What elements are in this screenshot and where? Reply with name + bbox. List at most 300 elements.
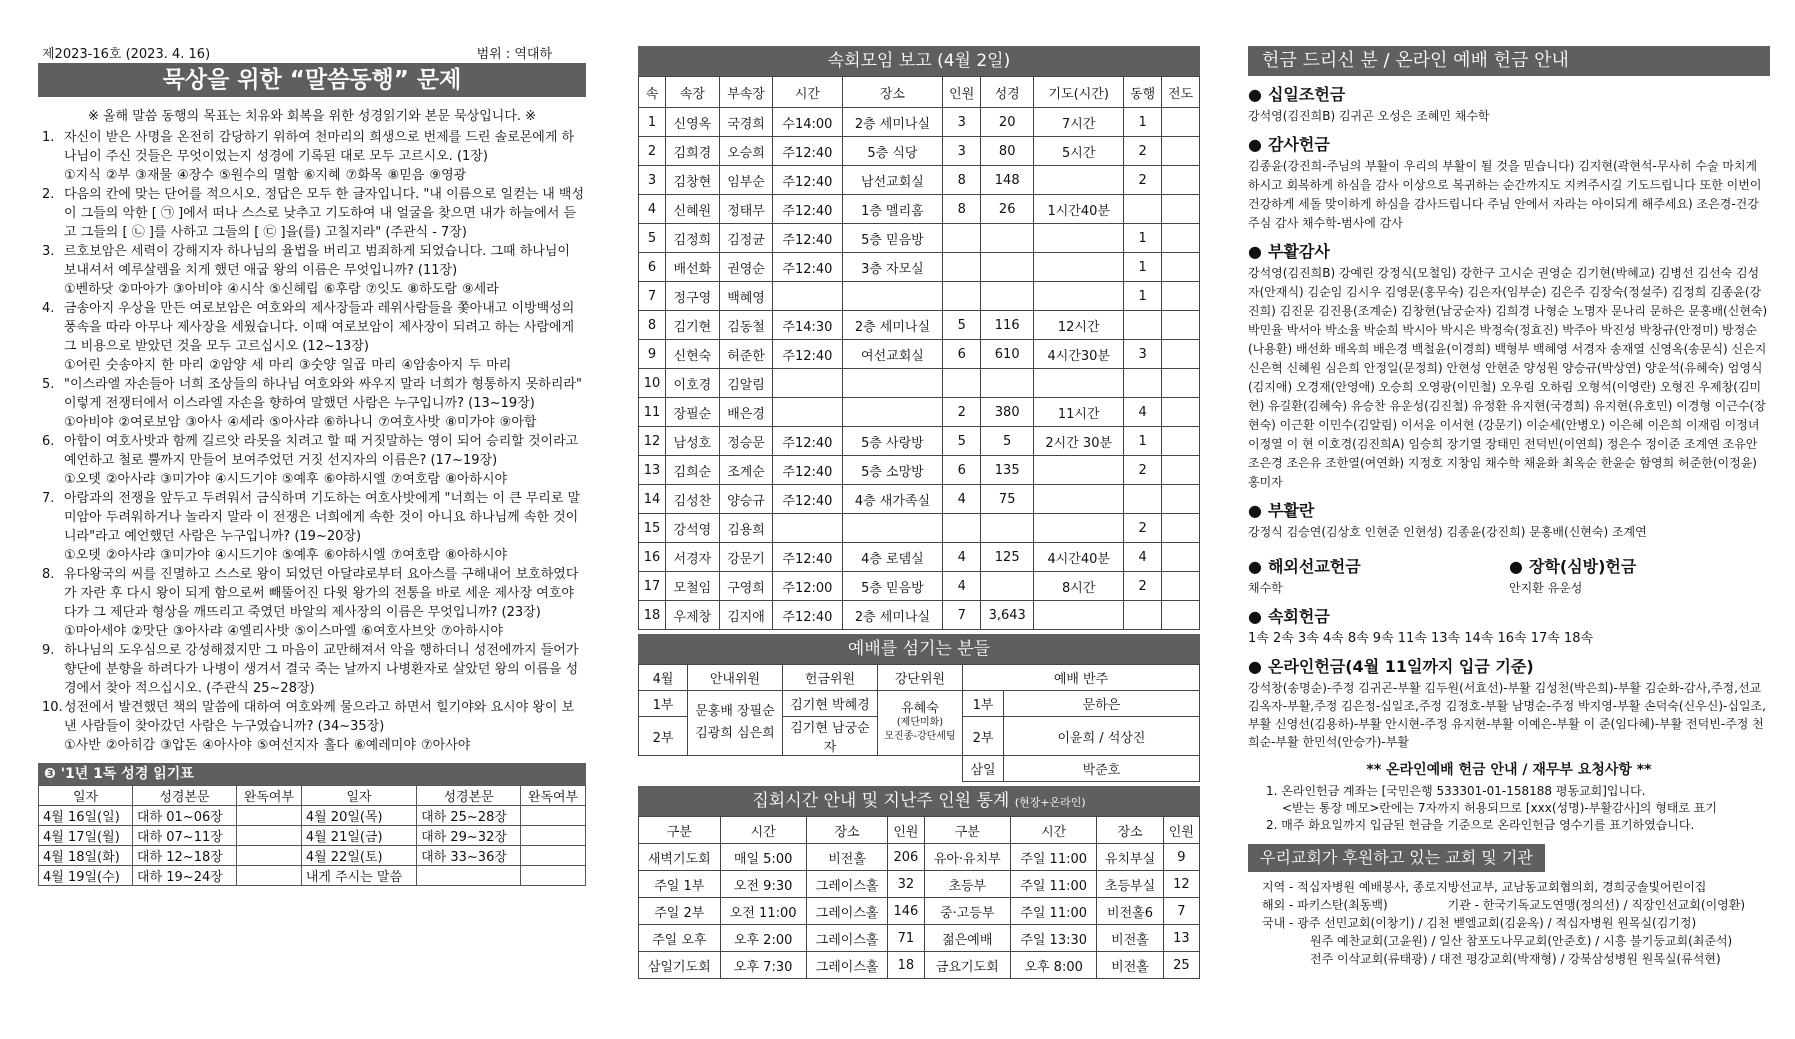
support-line: 해외 - 파키스탄(최동백) 기관 - 한국기독교도연맹(정의선) / 직장인선교회(이영환)	[1262, 898, 1746, 912]
meeting-cell: 김알림	[719, 369, 773, 398]
meeting-cell: 김지애	[719, 601, 773, 630]
meeting-cell	[1034, 514, 1124, 543]
stats-header-cell: 인원	[888, 817, 924, 844]
meeting-header-cell: 속장	[666, 77, 720, 108]
meeting-cell: 1	[1124, 224, 1162, 253]
stats-header-cell: 시간	[1011, 817, 1097, 844]
question-item	[38, 185, 586, 242]
scholarship-title: 장학(심방)헌금	[1528, 557, 1637, 576]
meeting-cell: 8	[943, 195, 981, 224]
meeting-cell: 8시간	[1034, 572, 1124, 601]
bullet-icon: ●	[1248, 657, 1262, 676]
altar-name: 유혜숙	[901, 701, 939, 716]
meeting-cell	[943, 514, 981, 543]
meeting-cell	[773, 282, 842, 311]
offering-section-text: 강정식 김승연(김상호 인현준 인현성) 김종윤(강진희) 문홍배(신현숙) 조계연	[1248, 525, 1647, 539]
reading-cell: 대하 01~06장	[133, 806, 237, 826]
issue-header	[38, 46, 586, 63]
meeting-cell	[1162, 456, 1200, 485]
stats-cell: 그레이스홀	[806, 871, 888, 898]
stats-subtitle: (현장+온라인)	[1014, 796, 1086, 809]
meeting-cell	[1034, 166, 1124, 195]
band-name: 박준호	[1004, 756, 1200, 782]
week2-label: 2부	[639, 717, 688, 756]
meeting-cell: 3	[943, 108, 981, 137]
question-number: 2.	[42, 187, 55, 202]
bullet-icon: ●	[1248, 242, 1262, 261]
question-item	[38, 432, 586, 489]
question-text: 아합이 여호사밧과 함께 길르앗 라못을 치려고 할 때 거짓말하는 영이 되어 승리할 것이라고 예언하고 철로 뿔까지 만들어 보여주었던 거짓 선지자의 이름은? (17~19장)	[64, 434, 579, 468]
question-text: 르호보암은 세력이 강해지자 하나님의 율법을 버리고 범죄하게 되었습니다. 그때 하나님이 보내셔서 예루살렘을 치게 했던 애굽 왕의 이름은 무엇입니까? (11장)	[64, 244, 570, 278]
meeting-cell: 우제창	[666, 601, 720, 630]
support-line: 지역 - 적십자병원 예배봉사, 종로지방선교부, 교남동교회협의회, 경희궁솔빛어린이집	[1262, 880, 1707, 894]
question-text: "이스라엘 자손들아 너희 조상들의 하나님 여호와와 싸우지 말라 너희가 형통하지 못하리라" 이렇게 전쟁터에서 이스라엘 자손을 향하여 말했던 사람은 누구입니까? (13~19장)	[64, 377, 582, 411]
quiz-title: 묵상을 위한 “말씀동행” 문제	[38, 63, 586, 97]
meeting-cell: 26	[981, 195, 1034, 224]
offering-header: 헌금위원	[783, 665, 878, 691]
question-body	[64, 641, 586, 698]
support-list	[1248, 878, 1770, 968]
mission-scholar-row	[1248, 548, 1770, 598]
online-guide	[1266, 783, 1770, 834]
meeting-cell: 12시간	[1034, 311, 1124, 340]
meeting-cell: 9	[639, 340, 666, 369]
bullet-icon: ●	[1248, 557, 1262, 576]
stats-cell: 오후 7:30	[720, 952, 806, 979]
table-row	[639, 108, 1200, 137]
meeting-cell: 3	[943, 137, 981, 166]
stats-cell: 젊은예배	[924, 925, 1011, 952]
stats-cell: 주일 1부	[639, 871, 721, 898]
question-text: 아람과의 전쟁을 앞두고 두려워서 금식하며 기도하는 여호사밧에게 "너희는 이 큰 무리로 말미암아 두려워하거나 놀라지 말라 이 전쟁은 너희에게 속한 것이 아니요 하나님께 속한 것이니라"라고 예언했던 사람은 누구입니까? (19~20장)	[64, 491, 581, 544]
meeting-cell	[1162, 282, 1200, 311]
meeting-cell: 5층 믿음방	[842, 572, 943, 601]
meeting-cell	[981, 253, 1034, 282]
meeting-cell: 5시간	[1034, 137, 1124, 166]
question-item	[38, 375, 586, 432]
meeting-cell: 김정희	[666, 224, 720, 253]
question-options: ①지식 ②부 ③재물 ④장수 ⑤원수의 멸함 ⑥지혜 ⑦화목 ⑧믿음 ⑨영광	[64, 168, 467, 183]
meeting-cell: 13	[639, 456, 666, 485]
question-number: 1.	[42, 130, 55, 145]
support-title: 우리교회가 후원하고 있는 교회 및 기관	[1248, 844, 1545, 872]
question-list	[38, 128, 586, 755]
meeting-cell: 5	[639, 224, 666, 253]
stats-cell: 146	[888, 898, 924, 925]
stats-cell: 새벽기도회	[639, 844, 721, 871]
meeting-cell: 강문기	[719, 543, 773, 572]
question-body	[64, 565, 586, 641]
stats-cell: 25	[1163, 952, 1199, 979]
offering-section-text: 강석영(김진희B) 김귀곤 오성은 조혜민 채수학	[1248, 109, 1490, 123]
quiz-column	[38, 46, 586, 886]
reading-plan-table	[38, 785, 586, 886]
reading-header-cell: 일자	[39, 786, 133, 806]
band-label: 삼일	[963, 756, 1004, 782]
question-body	[64, 375, 586, 432]
reading-cell: 4월 18일(화)	[39, 846, 133, 866]
meeting-cell: 남성호	[666, 427, 720, 456]
reading-cell: 대하 07~11장	[133, 826, 237, 846]
meeting-cell: 김정균	[719, 224, 773, 253]
section-title-text: 부활란	[1267, 501, 1315, 520]
offering-section-title	[1248, 82, 1770, 105]
reading-cell: 대하 33~36장	[417, 846, 521, 866]
question-number: 6.	[42, 434, 55, 449]
meeting-cell: 6	[639, 253, 666, 282]
meeting-cell: 4	[943, 543, 981, 572]
meeting-header-cell: 속	[639, 77, 666, 108]
table-row	[639, 871, 1200, 898]
scope-label: 범위 : 역대하	[476, 47, 552, 62]
meeting-cell: 16	[639, 543, 666, 572]
offering-sections	[1248, 82, 1770, 542]
question-options: ①아비야 ②여로보암 ③아사 ④세라 ⑤아사랴 ⑥하나니 ⑦여호사밧 ⑧미가야 ⑨아합	[64, 415, 537, 430]
meeting-cell: 1	[1124, 253, 1162, 282]
meeting-cell: 2층 세미나실	[842, 108, 943, 137]
overseas-title: 해외선교헌금	[1267, 557, 1361, 576]
meeting-cell	[1162, 601, 1200, 630]
question-options: ①오뎃 ②아사랴 ③미가야 ④시드기야 ⑤예후 ⑥야하시엘 ⑦여호람 ⑧아하시야	[64, 472, 508, 487]
meeting-cell: 610	[981, 340, 1034, 369]
meeting-cell: 주12:40	[773, 485, 842, 514]
meeting-cell: 2	[943, 398, 981, 427]
band-label: 1부	[963, 691, 1004, 717]
meeting-cell: 4	[639, 195, 666, 224]
table-row	[639, 514, 1200, 543]
meeting-cell: 148	[981, 166, 1034, 195]
reading-header-cell: 완독여부	[521, 786, 586, 806]
meeting-cell: 여선교회실	[842, 340, 943, 369]
meeting-cell: 12	[639, 427, 666, 456]
question-options: ①마아세야 ②맛단 ③아사랴 ④엘리사밧 ⑤이스마엘 ⑥여호사브앗 ⑦아하시야	[64, 624, 503, 639]
meeting-cell: 7	[943, 601, 981, 630]
meeting-cell	[842, 398, 943, 427]
stats-cell: 18	[888, 952, 924, 979]
support-line: 전주 이삭교회(류태광) / 대전 평강교회(박재형) / 강북삼성병원 원목실(류석현)	[1262, 952, 1721, 966]
worship-servers-table	[638, 664, 1200, 782]
offering-column	[1248, 46, 1770, 968]
question-text: 금송아지 우상을 만든 여로보암은 여호와의 제사장들과 레위사람들을 쫓아내고 이방백성의 풍속을 따라 아무나 제사장을 세웠습니다. 이때 여로보암이 제사장이 되려고 하는 사람에게 그 비용으로 받았던 것을 모두 고르십시오 (12~13장)	[64, 301, 575, 354]
meeting-cell: 정구영	[666, 282, 720, 311]
table-row	[39, 846, 586, 866]
meeting-cell: 수14:00	[773, 108, 842, 137]
meeting-report-table	[638, 76, 1200, 630]
meeting-cell: 11	[639, 398, 666, 427]
meeting-cell: 주12:40	[773, 224, 842, 253]
question-number: 4.	[42, 301, 55, 316]
reading-cell: 4월 20일(목)	[301, 806, 416, 826]
meeting-cell: 14	[639, 485, 666, 514]
meeting-cell	[1124, 601, 1162, 630]
table-row	[639, 195, 1200, 224]
reading-cell	[236, 866, 301, 886]
table-row	[639, 369, 1200, 398]
meeting-cell	[1162, 485, 1200, 514]
altar-cell	[878, 691, 963, 756]
meeting-cell: 1	[639, 108, 666, 137]
question-body	[64, 489, 586, 565]
table-row	[639, 282, 1200, 311]
stats-cell: 주일 11:00	[1011, 871, 1097, 898]
scholarship-names: 안지환 유운성	[1509, 581, 1583, 595]
meeting-cell: 4	[1124, 543, 1162, 572]
question-number: 8.	[42, 567, 55, 582]
online-guide-line: <받는 통장 메모>란에는 7자까지 허용되므로 [xxx(성명)-부활감사]의 형태로 표기	[1282, 801, 1717, 815]
meeting-cell	[1034, 369, 1124, 398]
meeting-cell: 3층 자모실	[842, 253, 943, 282]
bullet-icon: ●	[1509, 557, 1523, 576]
meeting-cell: 4시간30분	[1034, 340, 1124, 369]
meeting-cell: 김성찬	[666, 485, 720, 514]
meeting-cell: 임부순	[719, 166, 773, 195]
meeting-cell: 주12:40	[773, 456, 842, 485]
meeting-cell: 1	[1124, 108, 1162, 137]
online-guide-title: ** 온라인예배 헌금 안내 / 재무부 요청사항 **	[1366, 762, 1652, 778]
overseas-names: 채수학	[1248, 581, 1283, 595]
band-name: 문하은	[1004, 691, 1200, 717]
stats-cell: 금요기도회	[924, 952, 1011, 979]
meeting-cell	[1162, 427, 1200, 456]
stats-cell: 중·고등부	[924, 898, 1011, 925]
stats-cell: 그레이스홀	[806, 898, 888, 925]
meeting-cell: 정승문	[719, 427, 773, 456]
offering-section-title	[1248, 498, 1770, 521]
meeting-cell: 김동철	[719, 311, 773, 340]
meeting-cell: 15	[639, 514, 666, 543]
meeting-cell	[981, 224, 1034, 253]
meeting-cell: 배은경	[719, 398, 773, 427]
table-row	[39, 806, 586, 826]
meeting-cell: 11시간	[1034, 398, 1124, 427]
stats-cell: 그레이스홀	[806, 925, 888, 952]
reading-cell: 4월 17일(월)	[39, 826, 133, 846]
meeting-cell: 4시간40분	[1034, 543, 1124, 572]
meeting-cell	[842, 369, 943, 398]
meeting-cell: 김용희	[719, 514, 773, 543]
reading-header-cell: 성경본문	[417, 786, 521, 806]
meeting-cell: 김희순	[666, 456, 720, 485]
meeting-cell: 권영순	[719, 253, 773, 282]
meeting-cell: 주12:40	[773, 601, 842, 630]
meeting-cell: 6	[943, 340, 981, 369]
stats-cell: 초등부	[924, 871, 1011, 898]
meeting-cell	[1162, 166, 1200, 195]
offering-section-text: 김종윤(강진희-주님의 부활이 우리의 부활이 될 것을 믿습니다) 김지현(곽현석-무사히 수술 마치게 하시고 회복하게 하심을 감사 이상으로 복귀하는 순간까지도 지켜주시길 기도드립니다 또한 이번이 건강하게 세돌 맞이하게 하심을 감사드립니다 주님 안에서 자라는 아이되게 해주세요) 조은경-건강 주심 감사 채수학-범사에 감사	[1248, 159, 1762, 230]
meeting-cell: 4층 로뎀실	[842, 543, 943, 572]
table-row	[639, 572, 1200, 601]
meeting-cell: 2	[1124, 514, 1162, 543]
meeting-cell: 3	[639, 166, 666, 195]
reading-header-cell: 일자	[301, 786, 416, 806]
stats-header-cell: 시간	[720, 817, 806, 844]
question-body	[64, 698, 586, 755]
meeting-cell: 주12:40	[773, 166, 842, 195]
reading-cell	[521, 846, 586, 866]
stats-cell: 13	[1163, 925, 1199, 952]
meeting-cell	[1034, 224, 1124, 253]
reading-cell: 4월 16일(일)	[39, 806, 133, 826]
offering-section-title	[1248, 132, 1770, 155]
meeting-cell: 2	[639, 137, 666, 166]
attendance-stats-table	[638, 816, 1200, 979]
meeting-cell: 2	[1124, 137, 1162, 166]
table-row	[639, 427, 1200, 456]
online-offering-title: 온라인헌금(4월 11일까지 입금 기준)	[1267, 657, 1534, 676]
meeting-cell: 4층 새가족실	[842, 485, 943, 514]
stats-cell: 오전 9:30	[720, 871, 806, 898]
meeting-cell	[943, 369, 981, 398]
stats-cell: 매일 5:00	[720, 844, 806, 871]
table-row	[639, 166, 1200, 195]
meeting-header-cell: 부속장	[719, 77, 773, 108]
meeting-cell: 주14:30	[773, 311, 842, 340]
table-row	[639, 952, 1200, 979]
meeting-cell	[773, 369, 842, 398]
reading-cell: 대하 29~32장	[417, 826, 521, 846]
meeting-cell: 3,643	[981, 601, 1034, 630]
meeting-cell	[1162, 195, 1200, 224]
offering-week2: 김기현 남궁순자	[783, 717, 878, 756]
stats-cell: 그레이스홀	[806, 952, 888, 979]
question-number: 9.	[42, 643, 55, 658]
reading-cell	[417, 866, 521, 886]
meeting-cell	[1034, 601, 1124, 630]
meeting-cell: 7시간	[1034, 108, 1124, 137]
table-row	[639, 224, 1200, 253]
question-item	[38, 299, 586, 375]
question-number: 10.	[42, 700, 63, 715]
meeting-cell: 조계순	[719, 456, 773, 485]
meeting-cell: 양승규	[719, 485, 773, 514]
meeting-cell: 75	[981, 485, 1034, 514]
meeting-cell: 1	[1124, 427, 1162, 456]
question-body	[64, 185, 586, 242]
meeting-cell: 8	[639, 311, 666, 340]
reading-cell	[521, 866, 586, 886]
support-line: 원주 예찬교회(고윤원) / 일산 참포도나무교회(안준호) / 시흥 불기둥교회(최준석)	[1262, 934, 1733, 948]
meeting-cell: 정태무	[719, 195, 773, 224]
table-row	[639, 253, 1200, 282]
table-row	[639, 844, 1200, 871]
question-options: ①오뎃 ②아사랴 ③미가야 ④시드기야 ⑤예후 ⑥야하시엘 ⑦여호람 ⑧아하시야	[64, 548, 508, 563]
meeting-cell: 380	[981, 398, 1034, 427]
meeting-cell: 구영희	[719, 572, 773, 601]
meeting-cell: 6	[943, 456, 981, 485]
stats-cell: 비전홀	[1097, 925, 1163, 952]
meeting-cell: 5층 사랑방	[842, 427, 943, 456]
meeting-cell: 장필순	[666, 398, 720, 427]
meeting-cell: 신현숙	[666, 340, 720, 369]
band-name: 이윤희 / 석상진	[1004, 717, 1200, 756]
meeting-cell	[1162, 108, 1200, 137]
question-body	[64, 432, 586, 489]
quiz-intro: ※ 올해 말씀 동행의 목표는 치유와 회복을 위한 성경읽기와 본문 묵상입니다. ※	[87, 109, 537, 124]
altar-note1: (제단미화)	[896, 717, 944, 728]
reading-cell	[521, 826, 586, 846]
question-item	[38, 698, 586, 755]
table-row	[639, 485, 1200, 514]
stats-cell: 12	[1163, 871, 1199, 898]
reading-cell	[236, 826, 301, 846]
meeting-cell: 김창현	[666, 166, 720, 195]
meeting-cell: 신혜원	[666, 195, 720, 224]
stats-header-cell: 구분	[639, 817, 721, 844]
meeting-header-cell: 시간	[773, 77, 842, 108]
question-options: ①어린 숫송아지 한 마리 ②암양 세 마리 ③숫양 일곱 마리 ④암송아지 두 마리	[64, 358, 512, 373]
meeting-cell: 주12:40	[773, 427, 842, 456]
question-item	[38, 242, 586, 299]
meeting-cell: 모철임	[666, 572, 720, 601]
meeting-cell: 4	[943, 485, 981, 514]
meeting-cell	[1162, 224, 1200, 253]
question-options: ①사반 ②아히감 ③압돈 ④아사야 ⑤여선지자 훌다 ⑥예레미야 ⑦아사야	[64, 738, 471, 753]
meeting-cell	[773, 398, 842, 427]
meeting-cell: 17	[639, 572, 666, 601]
meeting-cell: 1시간40분	[1034, 195, 1124, 224]
stats-cell: 71	[888, 925, 924, 952]
section-title-text: 감사헌금	[1267, 135, 1330, 154]
stats-cell: 오후 2:00	[720, 925, 806, 952]
reading-cell: 4월 21일(금)	[301, 826, 416, 846]
meeting-cell	[1162, 398, 1200, 427]
reading-cell: 4월 22일(토)	[301, 846, 416, 866]
meeting-cell	[1034, 282, 1124, 311]
meeting-cell	[943, 224, 981, 253]
meeting-cell: 2	[1124, 166, 1162, 195]
meeting-cell: 2	[1124, 456, 1162, 485]
stats-header-cell: 구분	[924, 817, 1011, 844]
table-row	[639, 898, 1200, 925]
spacer-cell	[639, 756, 963, 782]
reading-cell: 내게 주시는 말씀	[301, 866, 416, 886]
meeting-cell: 오승희	[719, 137, 773, 166]
cell-offering-title: 속회헌금	[1267, 607, 1330, 626]
reading-cell	[521, 806, 586, 826]
stats-cell: 비전홀	[1097, 952, 1163, 979]
reading-plan-icon: ❸	[44, 766, 61, 782]
reading-header-cell: 완독여부	[236, 786, 301, 806]
meeting-cell	[1034, 456, 1124, 485]
reading-cell: 대하 25~28장	[417, 806, 521, 826]
meeting-cell: 주12:00	[773, 572, 842, 601]
meeting-report-title: 속회모임 보고 (4월 2일)	[638, 46, 1200, 76]
meeting-cell	[1162, 572, 1200, 601]
stats-title: 집회시간 안내 및 지난주 인원 통계 (현장+온라인)	[638, 786, 1200, 816]
stats-cell: 206	[888, 844, 924, 871]
section-title-text: 부활감사	[1267, 242, 1330, 261]
meeting-cell: 김희경	[666, 137, 720, 166]
stats-cell: 비전홀	[806, 844, 888, 871]
question-item	[38, 565, 586, 641]
reading-plan-title: ❸ '1년 1독 성경 읽기표	[38, 763, 586, 785]
meeting-cell	[981, 514, 1034, 543]
meeting-cell: 신영옥	[666, 108, 720, 137]
table-row	[39, 866, 586, 886]
meeting-cell	[1124, 311, 1162, 340]
meeting-cell: 5	[981, 427, 1034, 456]
bullet-icon: ●	[1248, 85, 1262, 104]
question-text: 하나님의 도우심으로 강성해졌지만 그 마음이 교만해져서 악을 행하더니 성전에까지 들어가 향단에 분향을 하려다가 나병이 생겨서 결국 죽는 날까지 나병환자로 살았던 왕의 이름을 성경에서 찾아 적으십시오. (주관식 25~28장)	[64, 643, 579, 696]
table-row	[639, 925, 1200, 952]
meeting-cell: 2층 세미나실	[842, 601, 943, 630]
meeting-cell	[1162, 543, 1200, 572]
stats-cell: 주일 2부	[639, 898, 721, 925]
question-number: 3.	[42, 244, 55, 259]
online-guide-line: 1. 온라인헌금 계좌는 [국민은행 533301-01-158188 평동교회]입니다.	[1266, 784, 1646, 798]
meeting-cell	[981, 369, 1034, 398]
meeting-cell: 주12:40	[773, 253, 842, 282]
